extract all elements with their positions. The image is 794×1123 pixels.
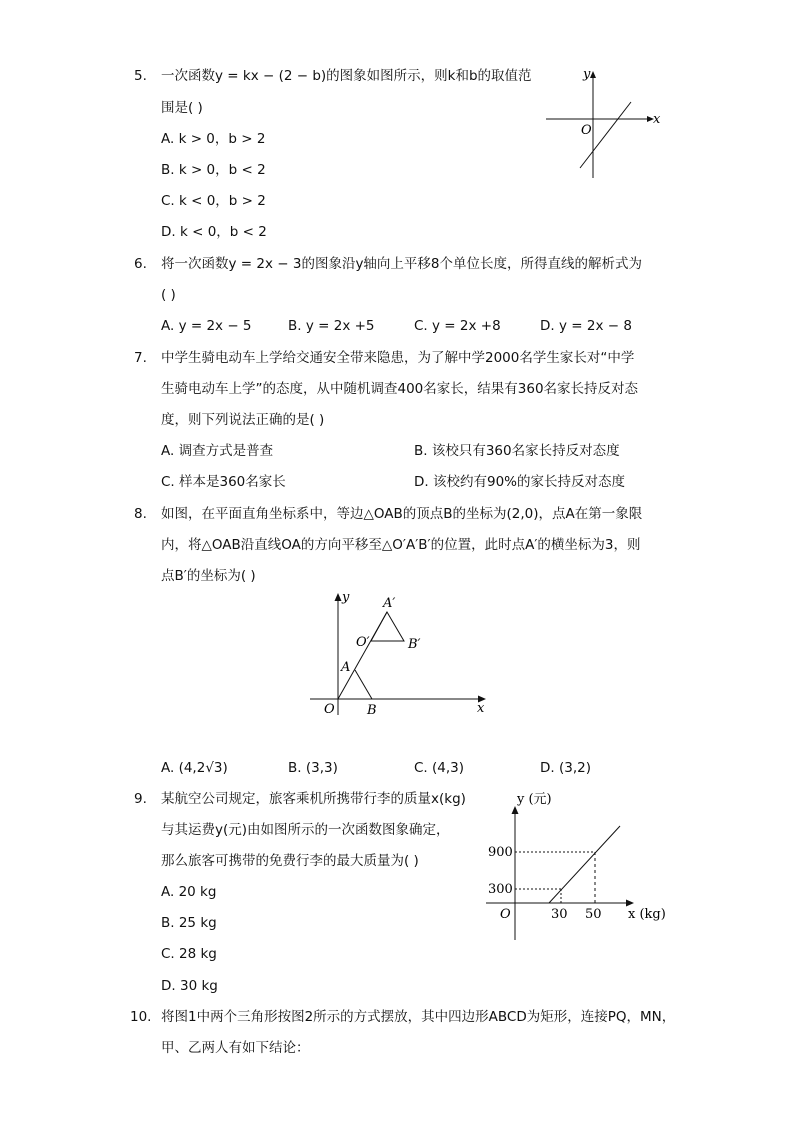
q9-stem-line2: 与其运费y(元)由如图所示的一次函数图象确定， (161, 822, 450, 838)
q5-figure (540, 62, 670, 182)
q5-option-d: D. k < 0，b < 2 (161, 224, 267, 240)
q5-label-origin: O (581, 123, 592, 138)
q8-figure (300, 585, 500, 720)
q8-label-origin: O (324, 702, 335, 717)
q9-tick-50: 50 (585, 907, 602, 922)
q5-stem-line1: 一次函数y = kx − (2 − b)的图象如图所示，则k和b的取值范 (161, 68, 532, 84)
q7-option-b: B. 该校只有360名家长持反对态度 (414, 443, 620, 459)
q6-option-b: B. y = 2x +5 (288, 318, 375, 334)
q9-label-origin: O (500, 907, 511, 922)
q8-option-b: B. (3,3) (288, 760, 338, 776)
q9-tick-30: 30 (551, 907, 568, 922)
q8-segment-ab (355, 670, 372, 699)
q8-label-o-prime: O′ (356, 635, 370, 650)
q8-stem-line3: 点B′的坐标为( ) (161, 568, 256, 584)
q6-option-a: A. y = 2x − 5 (161, 318, 252, 334)
q5-number: 5. (134, 68, 147, 84)
q7-option-d: D. 该校约有90%的家长持反对态度 (414, 474, 625, 490)
q7-option-c: C. 样本是360名家长 (161, 474, 286, 490)
q9-number: 9. (134, 791, 147, 807)
q9-option-a: A. 20 kg (161, 884, 217, 900)
q8-label-y: y (342, 590, 350, 605)
q5-option-a: A. k > 0，b > 2 (161, 131, 266, 147)
q8-label-b: B (367, 703, 377, 718)
q6-option-d: D. y = 2x − 8 (540, 318, 632, 334)
q5-option-c: C. k < 0，b > 2 (161, 193, 266, 209)
q9-label-y: y (元) (517, 792, 552, 807)
q8-y-arrow (335, 593, 342, 601)
q10-number: 10. (130, 1009, 152, 1025)
q7-stem-line1: 中学生骑电动车上学给交通安全带来隐患，为了解中学2000名学生家长对“中学 (161, 350, 635, 366)
q8-option-c: C. (4,3) (414, 760, 465, 776)
q6-stem-line1: 将一次函数y = 2x − 3的图象沿y轴向上平移8个单位长度，所得直线的解析式为 (161, 256, 643, 272)
q7-stem-line2: 生骑电动车上学”的态度，从中随机调查400名家长，结果有360名家长持反对态 (161, 381, 639, 397)
q9-stem-line3: 那么旅客可携带的免费行李的最大质量为( ) (161, 853, 419, 869)
q9-stem-line1: 某航空公司规定，旅客乘机所携带行李的质量x(kg) (161, 791, 466, 807)
q8-number: 8. (134, 506, 147, 522)
q7-number: 7. (134, 350, 147, 366)
q6-option-c: C. y = 2x +8 (414, 318, 501, 334)
q9-x-arrow (626, 900, 634, 907)
q8-label-x: x (477, 701, 485, 716)
q8-label-b-prime: B′ (408, 637, 421, 652)
q8-triangle-oab-prime (371, 612, 404, 641)
q5-y-arrow (590, 71, 596, 78)
q7-stem-line3: 度，则下列说法正确的是( ) (161, 412, 325, 428)
q9-option-c: C. 28 kg (161, 946, 217, 962)
q8-stem-line2: 内，将△OAB沿直线OA的方向平移至△O′A′B′的位置，此时点A′的横坐标为3，则 (161, 537, 641, 553)
q7-option-a: A. 调查方式是普查 (161, 443, 274, 459)
q8-option-d: D. (3,2) (540, 760, 591, 776)
q8-label-a: A (341, 660, 351, 675)
q9-figure (480, 788, 670, 943)
q8-option-a: A. (4,2√3) (161, 760, 228, 776)
q6-number: 6. (134, 256, 147, 272)
q8-stem-line1: 如图，在平面直角坐标系中，等边△OAB的顶点B的坐标为(2,0)，点A在第一象限 (161, 506, 643, 522)
q9-option-d: D. 30 kg (161, 978, 218, 994)
q10-stem-line2: 甲、乙两人有如下结论： (161, 1040, 310, 1056)
q5-stem-line2: 围是( ) (161, 100, 203, 116)
q10-stem-line1: 将图1中两个三角形按图2所示的方式摆放，其中四边形ABCD为矩形，连接PQ，MN， (161, 1009, 676, 1025)
q6-stem-line2: ( ) (161, 287, 176, 303)
q9-tick-900: 900 (488, 845, 513, 860)
q9-y-arrow (512, 806, 519, 814)
q5-label-x: x (653, 112, 661, 127)
q8-label-a-prime: A′ (383, 596, 396, 611)
q5-label-y: y (583, 67, 591, 82)
q5-option-b: B. k > 0，b < 2 (161, 162, 266, 178)
q9-tick-300: 300 (488, 882, 513, 897)
q9-function-line (549, 826, 620, 903)
q9-option-b: B. 25 kg (161, 915, 217, 931)
q9-label-x: x (kg) (628, 907, 666, 922)
